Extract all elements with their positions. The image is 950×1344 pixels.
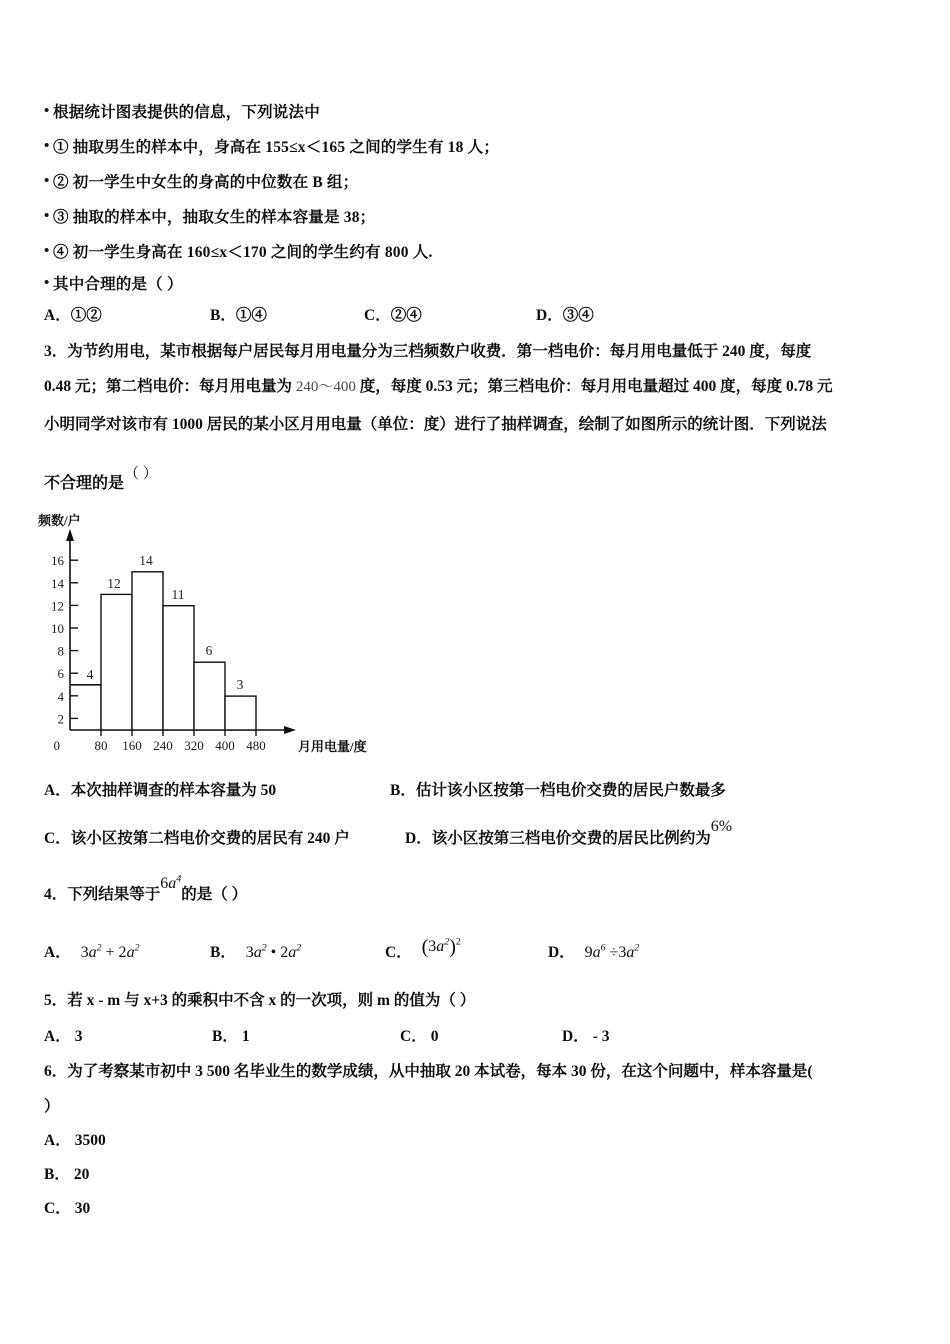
x-tick-480: 480 (246, 738, 266, 753)
q3-para2-a: 0.48 元；第二档电价：每月用电量为 (44, 378, 296, 395)
q5-number: 5． (44, 992, 68, 1009)
chart-x-tick-labels (95, 738, 266, 753)
q2-line-1 (44, 135, 499, 157)
bullet-icon: • (44, 103, 50, 119)
x-tick-160: 160 (122, 738, 142, 753)
bullet-icon: • (44, 138, 50, 154)
x-tick-80: 80 (94, 738, 108, 753)
frequency-histogram (30, 505, 410, 770)
q2-option-d[interactable]: D．③④ (536, 307, 594, 324)
y-tick-10: 10 (51, 621, 64, 636)
q2-line-3 (44, 205, 375, 227)
q4-option-c[interactable] (385, 934, 461, 959)
q2-line-0-text: 根据统计图表提供的信息，下列说法中 (53, 104, 320, 121)
bar-label-1: 4 (86, 667, 94, 682)
y-tick-12: 12 (51, 598, 64, 614)
bar-label-6: 3 (236, 677, 244, 692)
q3-option-c-text: 该小区按第二档电价交费的居民有 240 户 (70, 830, 350, 847)
q4-option-c-expr: $(3a^2)^2$ (421, 936, 461, 958)
q3-option-d-value: 6% (710, 818, 733, 835)
q6-option-b[interactable]: B． 20 (44, 1166, 90, 1183)
q3-option-b[interactable] (390, 778, 726, 800)
x-tick-320: 320 (184, 738, 204, 753)
q4-stem-tail: 的是（ ） (181, 886, 248, 903)
q5-stem-text: 若 x - m 与 x+3 的乘积中不含 x 的一次项，则 m 的值为（ ） (67, 992, 476, 1009)
bullet-icon: • (44, 208, 50, 224)
q2-line-4-text: ④ 初一学生身高在 160≤x＜170 之间的学生约有 800 人. (53, 244, 433, 261)
bar-label-3: 14 (139, 553, 153, 568)
chart-y-axis-title: 频数/户 (38, 513, 81, 528)
q4-option-b[interactable] (210, 940, 301, 962)
q2-line-2-text: ② 初一学生中女生的身高的中位数在 B 组； (53, 174, 359, 191)
bar-label-5: 6 (205, 643, 213, 658)
q4-stem (44, 873, 248, 904)
q5-option-b[interactable]: B． 1 (212, 1028, 250, 1045)
q3-option-d-key: D． (405, 830, 432, 847)
bullet-icon: • (44, 275, 50, 291)
q3-option-a[interactable] (44, 778, 276, 800)
q4-option-b-expr: $3a^2$ • $2a^2$ (245, 942, 302, 961)
q6-option-a[interactable]: A． 3500 (44, 1132, 106, 1149)
chart-bar-1 (70, 685, 101, 730)
q3-paragraph-4 (44, 466, 158, 493)
q4-option-d-expr: $9a^6 \div 3a^2$ (584, 942, 640, 961)
q3-para1-text: 为节约用电，某市根据每户居民每月用电量分为三档频数户收费．第一档电价：每月用电量低于 240 度，每度 (67, 343, 812, 360)
q5-option-d[interactable]: D． - 3 (562, 1028, 610, 1045)
q2-option-a[interactable]: A．①② (44, 307, 102, 324)
q6-number: 6． (44, 1063, 68, 1080)
q5-option-a[interactable]: A． 3 (44, 1028, 83, 1045)
q3-para4-text: 不合理的是 (44, 475, 125, 492)
q4-option-d-key: D． (548, 944, 575, 961)
q3-option-c-key: C． (44, 830, 71, 847)
bar-label-2: 12 (107, 576, 121, 591)
q3-option-a-text: 本次抽样调查的样本容量为 50 (70, 782, 277, 799)
q5-option-c[interactable]: C． 0 (400, 1028, 439, 1045)
q3-paragraph-1 (44, 339, 811, 361)
bar-label-4: 11 (171, 587, 185, 602)
y-axis-arrow-icon (66, 529, 74, 541)
q2-option-c[interactable]: C．②④ (364, 307, 422, 324)
q6-stem-tail: ） (44, 1098, 60, 1115)
q3-paragraph-3 (44, 412, 827, 434)
y-tick-2: 2 (57, 711, 64, 727)
q6-stem-line-2 (44, 1094, 60, 1116)
q4-option-c-key: C． (385, 944, 412, 961)
q2-line-0 (44, 100, 320, 122)
q6-stem-line-1 (44, 1059, 813, 1081)
q3-range-math: 240～400 (295, 379, 356, 395)
q2-line-1-text: ① 抽取男生的样本中，身高在 155≤x＜165 之间的学生有 18 人； (53, 139, 500, 156)
chart-bar-2 (101, 594, 132, 730)
q2-line-3-text: ③ 抽取的样本中，抽取女生的样本容量是 38； (53, 209, 376, 226)
q2-line-5-text: 其中合理的是（ ） (53, 276, 183, 293)
y-tick-8: 8 (57, 643, 64, 659)
q4-option-a-key: A． (44, 944, 71, 961)
y-tick-14: 14 (51, 575, 64, 591)
chart-bar-4 (163, 606, 194, 730)
q3-option-b-text: 估计该小区按第一档电价交费的居民户数最多 (415, 782, 726, 799)
q3-option-d[interactable] (405, 818, 733, 848)
q4-stem-text: 下列结果等于 (67, 886, 161, 903)
q2-line-4 (44, 240, 433, 262)
x-tick-240: 240 (153, 738, 173, 753)
q3-para2-b: 度，每度 0.53 元；第三档电价：每月用电量超过 400 度，每度 0.78 元 (355, 378, 833, 395)
y-tick-4: 4 (57, 688, 64, 704)
bullet-icon: • (44, 173, 50, 189)
bullet-icon: • (44, 243, 50, 259)
chart-bar-3 (132, 572, 163, 730)
y-tick-6: 6 (57, 666, 64, 682)
chart-bar-6 (225, 696, 256, 730)
q2-options-row (44, 303, 664, 325)
y-tick-16: 16 (51, 553, 64, 569)
q3-option-c[interactable] (44, 826, 350, 848)
q4-stem-math: $6a^4$ (160, 873, 182, 892)
x-tick-400: 400 (215, 738, 235, 753)
q3-para4-paren: （ ） (124, 466, 158, 482)
q6-stem-text: 为了考察某市初中 3 500 名毕业生的数学成绩，从中抽取 20 本试卷，每本 30 份，在这个问题中，样本容量是( (67, 1063, 813, 1080)
q2-line-5 (44, 272, 183, 294)
chart-x-ticks (101, 730, 256, 736)
chart-bar-5 (194, 662, 225, 730)
q4-option-b-key: B． (210, 944, 236, 961)
q4-option-d[interactable] (548, 940, 639, 962)
chart-origin-label: 0 (53, 738, 60, 753)
x-axis-arrow-icon (284, 726, 296, 734)
chart-x-axis-title: 月用电量/度 (298, 739, 367, 754)
q3-option-b-key: B． (390, 782, 416, 799)
q3-para3-text: 小明同学对该市有 1000 居民的某小区月用电量（单位：度）进行了抽样调查，绘制了如图所示的统计图．下列说法 (44, 416, 827, 433)
q6-option-c[interactable]: C． 30 (44, 1200, 91, 1217)
q5-stem (44, 988, 475, 1010)
chart-y-tick-labels (51, 553, 65, 726)
chart-y-ticks (70, 560, 78, 718)
q3-option-d-text: 该小区按第三档电价交费的居民比例约为 (431, 830, 711, 847)
q3-option-a-key: A． (44, 782, 71, 799)
q4-option-a[interactable] (44, 940, 140, 962)
q3-paragraph-2 (44, 374, 833, 396)
q2-option-b[interactable]: B．①④ (210, 307, 267, 324)
q2-line-2 (44, 170, 358, 192)
q4-number: 4． (44, 886, 68, 903)
q3-number: 3． (44, 343, 68, 360)
q4-option-a-expr: $3a^2 + 2a^2$ (80, 942, 140, 961)
